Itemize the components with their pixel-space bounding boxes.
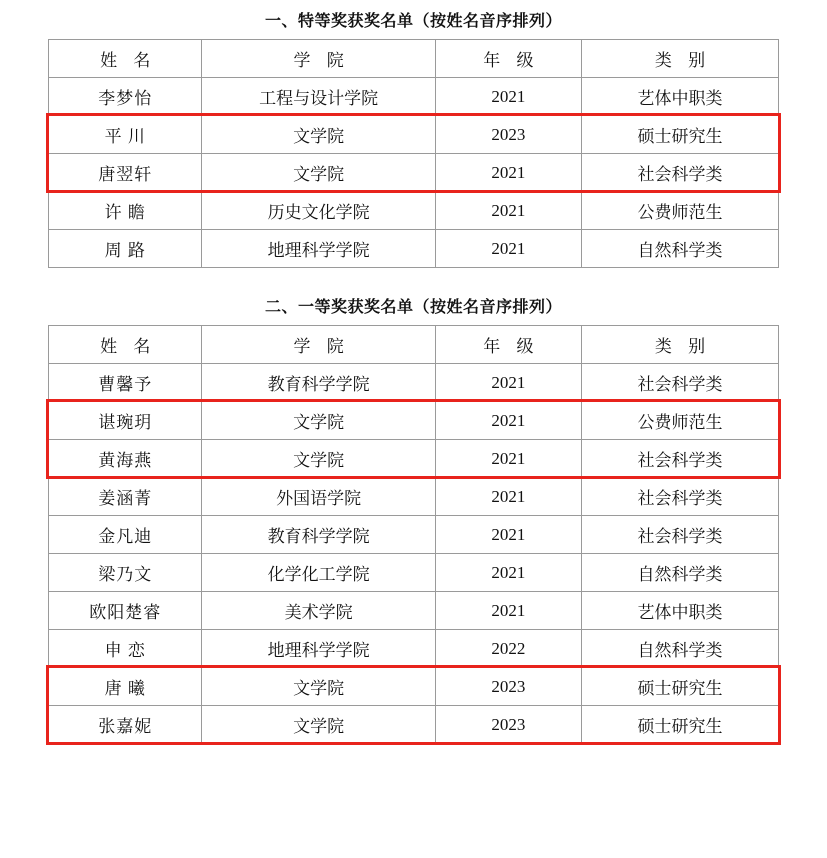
cell-name: 许 瞻: [49, 192, 202, 230]
cell-name: 曹馨予: [49, 364, 202, 402]
first-award-table-wrapper: [48, 325, 779, 744]
cell-name: 唐 曦: [49, 668, 202, 706]
cell-college: 文学院: [202, 154, 435, 192]
cell-name: 黄海燕: [49, 440, 202, 478]
column-header-college: 学 院: [202, 326, 435, 364]
cell-type: 硕士研究生: [581, 116, 778, 154]
cell-grade: 2021: [435, 402, 581, 440]
cell-type: 公费师范生: [581, 402, 778, 440]
cell-name: 申 恋: [49, 630, 202, 668]
table-row: [49, 402, 779, 440]
section-title-first-award: 二、一等奖获奖名单（按姓名音序排列）: [264, 299, 562, 316]
cell-college: 文学院: [202, 706, 435, 744]
column-header-type: 类 别: [581, 40, 778, 78]
table-row: [49, 668, 779, 706]
cell-college: 文学院: [202, 402, 435, 440]
table-row: [49, 630, 779, 668]
column-header-name: 姓 名: [49, 40, 202, 78]
table-row: [49, 192, 779, 230]
column-header-grade: 年 级: [435, 326, 581, 364]
table-header-row: [49, 326, 779, 364]
cell-name: 谌琬玥: [49, 402, 202, 440]
cell-college: 文学院: [202, 440, 435, 478]
cell-grade: 2021: [435, 192, 581, 230]
cell-type: 自然科学类: [581, 630, 778, 668]
cell-name: 唐翌轩: [49, 154, 202, 192]
special-award-table: [48, 39, 779, 268]
cell-college: 化学化工学院: [202, 554, 435, 592]
column-header-grade: 年 级: [435, 40, 581, 78]
cell-type: 硕士研究生: [581, 706, 778, 744]
cell-grade: 2023: [435, 706, 581, 744]
cell-college: 外国语学院: [202, 478, 435, 516]
cell-college: 地理科学学院: [202, 230, 435, 268]
table-row: [49, 440, 779, 478]
table-row: [49, 154, 779, 192]
cell-grade: 2021: [435, 78, 581, 116]
cell-type: 社会科学类: [581, 154, 778, 192]
column-header-college: 学 院: [202, 40, 435, 78]
table-row: [49, 706, 779, 744]
document-page: [0, 8, 827, 744]
cell-college: 教育科学学院: [202, 516, 435, 554]
cell-college: 工程与设计学院: [202, 78, 435, 116]
cell-name: 周 路: [49, 230, 202, 268]
table-row: [49, 516, 779, 554]
cell-college: 文学院: [202, 116, 435, 154]
cell-grade: 2021: [435, 592, 581, 630]
cell-grade: 2021: [435, 478, 581, 516]
cell-type: 艺体中职类: [581, 78, 778, 116]
section-title-special-award: 一、特等奖获奖名单（按姓名音序排列）: [264, 13, 562, 30]
cell-grade: 2022: [435, 630, 581, 668]
cell-college: 美术学院: [202, 592, 435, 630]
table-row: [49, 78, 779, 116]
column-header-name: 姓 名: [49, 326, 202, 364]
table-row: [49, 230, 779, 268]
cell-grade: 2021: [435, 230, 581, 268]
cell-type: 自然科学类: [581, 554, 778, 592]
cell-type: 硕士研究生: [581, 668, 778, 706]
table-header-row: [49, 40, 779, 78]
cell-name: 梁乃文: [49, 554, 202, 592]
special-award-table-wrapper: [48, 39, 779, 268]
cell-name: 平 川: [49, 116, 202, 154]
cell-name: 姜涵菁: [49, 478, 202, 516]
cell-type: 公费师范生: [581, 192, 778, 230]
first-award-table: [48, 325, 779, 744]
cell-college: 文学院: [202, 668, 435, 706]
cell-type: 艺体中职类: [581, 592, 778, 630]
cell-name: 李梦怡: [49, 78, 202, 116]
cell-grade: 2021: [435, 364, 581, 402]
cell-type: 自然科学类: [581, 230, 778, 268]
table-row: [49, 592, 779, 630]
cell-name: 欧阳楚睿: [49, 592, 202, 630]
cell-grade: 2023: [435, 116, 581, 154]
cell-college: 教育科学学院: [202, 364, 435, 402]
cell-grade: 2021: [435, 554, 581, 592]
cell-grade: 2021: [435, 516, 581, 554]
cell-grade: 2021: [435, 154, 581, 192]
cell-type: 社会科学类: [581, 364, 778, 402]
cell-grade: 2023: [435, 668, 581, 706]
table-row: [49, 116, 779, 154]
table-row: [49, 478, 779, 516]
cell-type: 社会科学类: [581, 440, 778, 478]
column-header-type: 类 别: [581, 326, 778, 364]
table-row: [49, 554, 779, 592]
cell-grade: 2021: [435, 440, 581, 478]
cell-college: 历史文化学院: [202, 192, 435, 230]
cell-name: 张嘉妮: [49, 706, 202, 744]
cell-name: 金凡迪: [49, 516, 202, 554]
table-row: [49, 364, 779, 402]
cell-type: 社会科学类: [581, 516, 778, 554]
cell-type: 社会科学类: [581, 478, 778, 516]
cell-college: 地理科学学院: [202, 630, 435, 668]
